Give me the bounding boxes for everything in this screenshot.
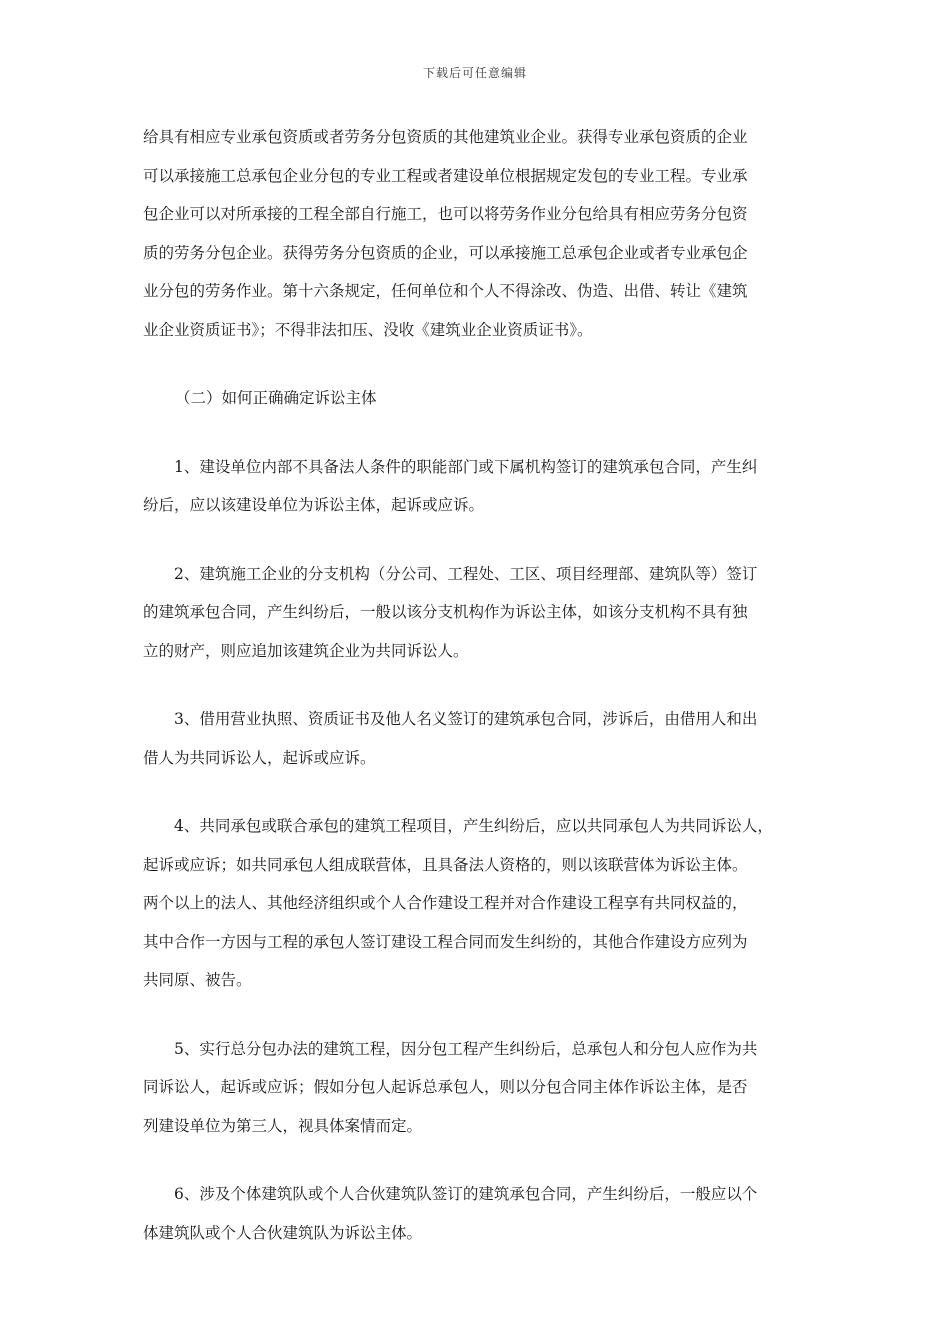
text-line: 2、建筑施工企业的分支机构（分公司、工程处、工区、项目经理部、建筑队等）签订 — [143, 564, 758, 583]
text-line: 质的劳务分包企业。获得劳务分包资质的企业，可以承接施工总承包企业或者专业承包企 — [143, 243, 748, 262]
text-line: 业分包的劳务作业。第十六条规定，任何单位和个人不得涂改、伪造、出借、转让《建筑 — [143, 282, 748, 300]
text-line: 体建筑队或个人合伙建筑队为诉讼主体。 — [143, 1223, 423, 1242]
text-line: 可以承接施工总承包企业分包的专业工程或者建设单位根据规定发包的专业工程。专业承 — [143, 166, 748, 185]
text-line: 包企业可以对所承接的工程全部自行施工，也可以将劳务作业分包给具有相应劳务分包资 — [143, 205, 748, 223]
paragraph-item-5 — [143, 1030, 811, 1146]
paragraph-item-4 — [143, 807, 811, 1000]
text-line: 5、实行总分包办法的建筑工程，因分包工程产生纠纷后，总承包人和分包人应作为共 — [143, 1039, 758, 1058]
text-line: 共同原、被告。 — [143, 971, 252, 989]
text-line: 给具有相应专业承包资质或者劳务分包资质的其他建筑业企业。获得专业承包资质的企业 — [143, 128, 748, 146]
text-line: 纷后，应以该建设单位为诉讼主体，起诉或应诉。 — [143, 496, 485, 514]
paragraph-item-3 — [143, 700, 811, 777]
paragraph-item-6 — [143, 1175, 811, 1252]
text-line: 立的财产，则应追加该建筑企业为共同诉讼人。 — [143, 641, 469, 660]
text-line: 3、借用营业执照、资质证书及他人名义签订的建筑承包合同，涉诉后，由借用人和出 — [143, 710, 758, 728]
text-line: 4、共同承包或联合承包的建筑工程项目，产生纠纷后，应以共同承包人为共同诉讼人， — [143, 817, 773, 835]
text-line: 其中合作一方因与工程的承包人签订建设工程合同而发生纠纷的，其他合作建设方应列为 — [143, 932, 748, 951]
text-line: 业企业资质证书》；不得非法扣压、没收《建筑业企业资质证书》。 — [143, 320, 593, 339]
text-line: 同诉讼人，起诉或应诉；假如分包人起诉总承包人，则以分包合同主体作诉讼主体，是否 — [143, 1078, 748, 1096]
section-heading — [143, 379, 811, 418]
document-body — [143, 118, 811, 1282]
paragraph-continued — [143, 118, 811, 349]
text-line: 6、涉及个体建筑队或个人合伙建筑队签订的建筑承包合同，产生纠纷后，一般应以个 — [143, 1185, 758, 1203]
heading-text: （二）如何正确确定诉讼主体 — [175, 389, 377, 407]
page-header: 下载后可任意编辑 — [422, 66, 527, 80]
paragraph-item-1 — [143, 448, 811, 525]
text-line: 的建筑承包合同，产生纠纷后，一般以该分支机构作为诉讼主体，如该分支机构不具有独 — [143, 603, 748, 621]
paragraph-item-2 — [143, 555, 811, 671]
text-line: 1、建设单位内部不具备法人条件的职能部门或下属机构签订的建筑承包合同，产生纠 — [143, 457, 758, 476]
text-line: 两个以上的法人、其他经济组织或个人合作建设工程并对合作建设工程享有共同权益的， — [143, 894, 748, 912]
text-line: 列建设单位为第三人，视具体案情而定。 — [143, 1116, 423, 1135]
text-line: 借人为共同诉讼人，起诉或应诉。 — [143, 748, 376, 767]
text-line: 起诉或应诉；如共同承包人组成联营体，且具备法人资格的，则以该联营体为诉讼主体。 — [143, 855, 748, 874]
